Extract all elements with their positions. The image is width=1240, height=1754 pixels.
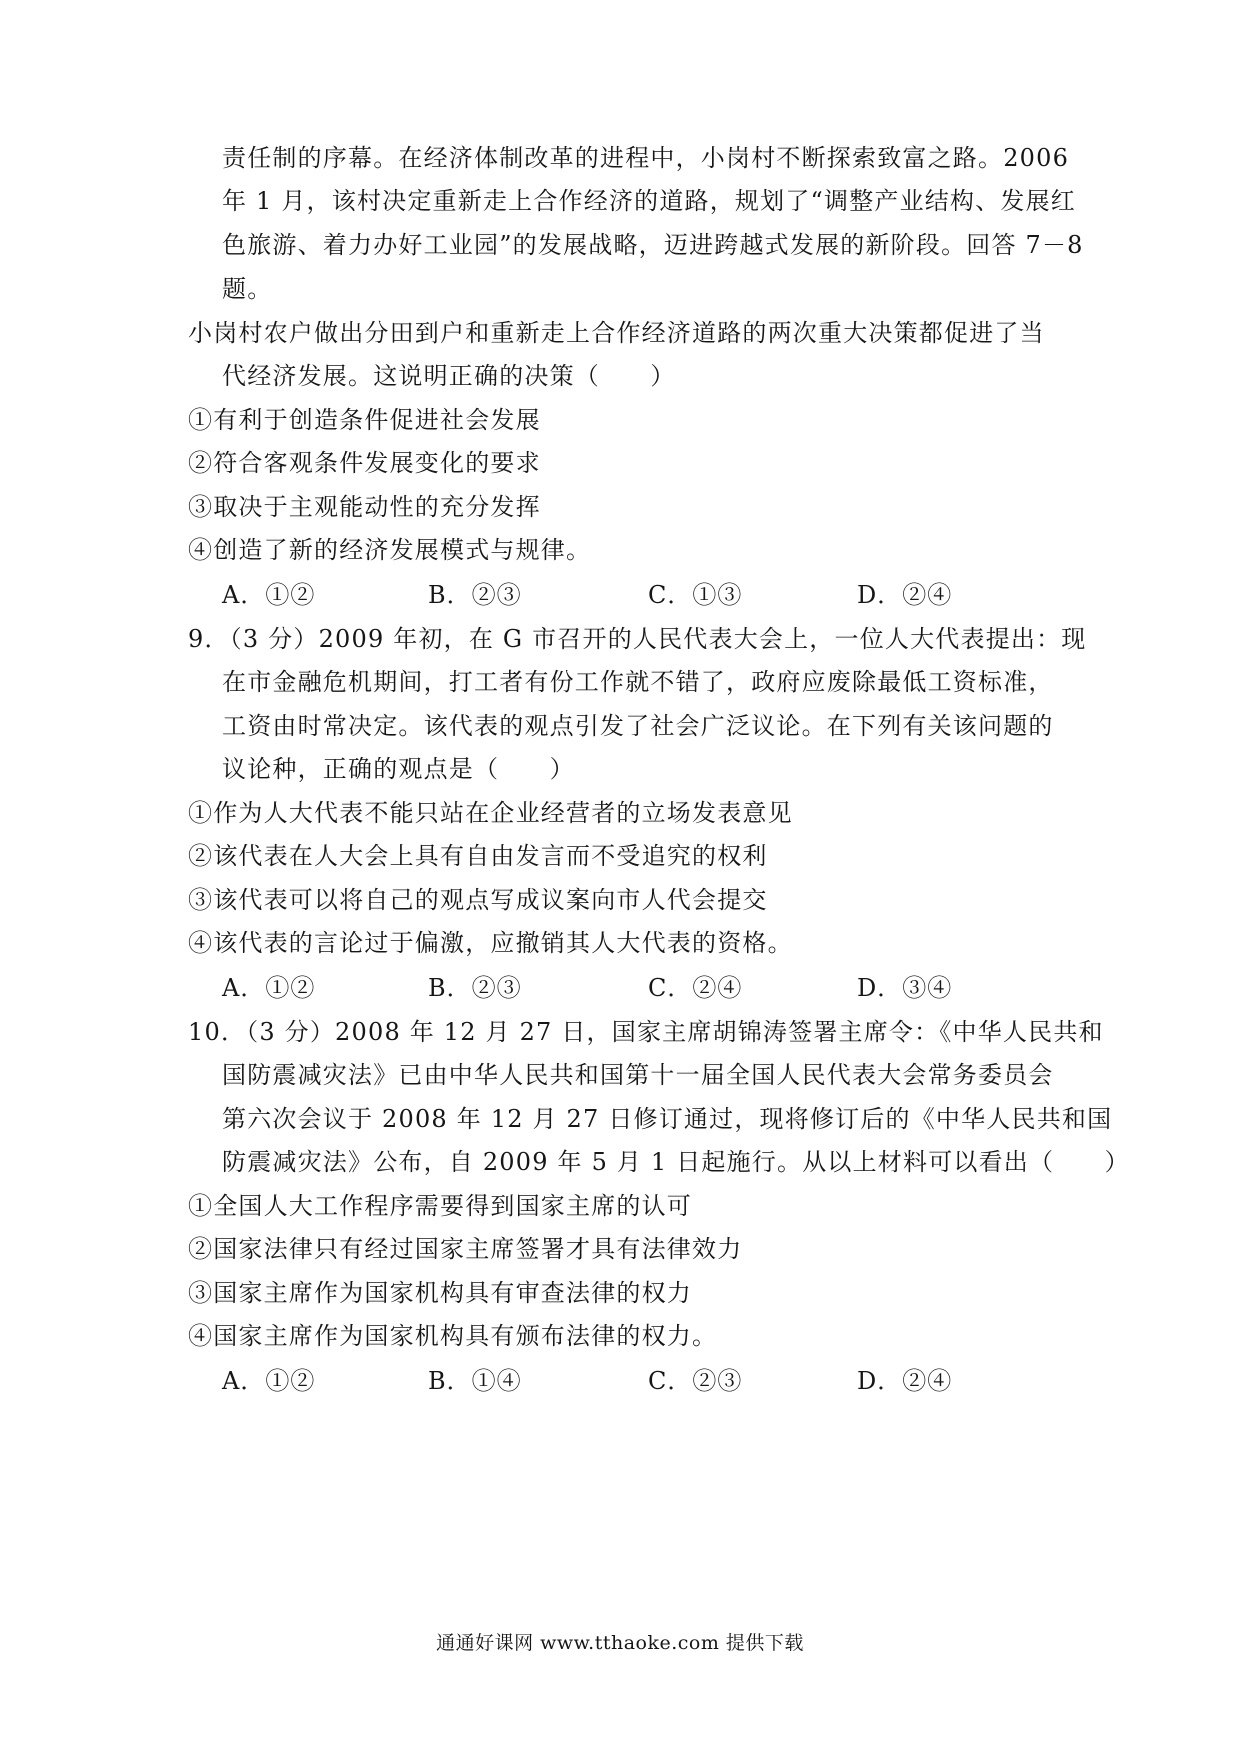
q8-stem-line: 小岗村农户做出分田到户和重新走上合作经济道路的两次重大决策都促进了当	[188, 319, 1045, 347]
q8-stem-line: 代经济发展。这说明正确的决策（ ）	[222, 362, 676, 390]
q10-option-b[interactable]: B．①④	[428, 1367, 522, 1395]
q8-option-a[interactable]: A．①②	[222, 581, 316, 609]
q9-options	[222, 971, 982, 1005]
q10-statement: ③国家主席作为国家机构具有审查法律的权力	[188, 1279, 692, 1307]
q9-stem-line: 议论种，正确的观点是（ ）	[222, 755, 575, 783]
q8-options	[222, 578, 982, 612]
q10-statement: ①全国人大工作程序需要得到国家主席的认可	[188, 1192, 692, 1220]
q8-option-b[interactable]: B．②③	[428, 581, 522, 609]
q10-options	[222, 1364, 982, 1398]
q9-option-d[interactable]: D．③④	[857, 974, 953, 1002]
intro-line: 题。	[222, 275, 273, 303]
q10-stem-line: 10．（3 分）2008 年 12 月 27 日，国家主席胡锦涛签署主席令：《中华人民共和	[188, 1018, 1104, 1046]
page-footer: 通通好课网 www.tthaoke.com 提供下载	[436, 1632, 804, 1654]
q9-option-a[interactable]: A．①②	[222, 974, 316, 1002]
q8-statement: ③取决于主观能动性的充分发挥	[188, 493, 541, 521]
q10-option-c[interactable]: C．②③	[648, 1367, 743, 1395]
q8-statement: ④创造了新的经济发展模式与规律。	[188, 536, 592, 564]
q10-statement: ④国家主席作为国家机构具有颁布法律的权力。	[188, 1322, 718, 1350]
intro-line: 年 1 月，该村决定重新走上合作经济的道路，规划了“调整产业结构、发展红	[222, 187, 1076, 215]
intro-line: 责任制的序幕。在经济体制改革的进程中，小岗村不断探索致富之路。2006	[222, 144, 1070, 172]
q9-statement: ③该代表可以将自己的观点写成议案向市人代会提交	[188, 886, 768, 914]
q9-statement: ④该代表的言论过于偏激，应撤销其人大代表的资格。	[188, 929, 793, 957]
q9-option-c[interactable]: C．②④	[648, 974, 743, 1002]
q9-statement: ①作为人大代表不能只站在企业经营者的立场发表意见	[188, 799, 793, 827]
intro-line: 色旅游、着力办好工业园”的发展战略，迈进跨越式发展的新阶段。回答 7－8	[222, 231, 1084, 259]
q9-option-b[interactable]: B．②③	[428, 974, 522, 1002]
q9-stem-line: 9．（3 分）2009 年初，在 G 市召开的人民代表大会上，一位人大代表提出：现	[188, 625, 1087, 653]
q10-option-d[interactable]: D．②④	[857, 1367, 953, 1395]
q8-statement: ②符合客观条件发展变化的要求	[188, 449, 541, 477]
q8-option-c[interactable]: C．①③	[648, 581, 743, 609]
q10-statement: ②国家法律只有经过国家主席签署才具有法律效力	[188, 1235, 743, 1263]
q10-stem-line: 防震减灾法》公布，自 2009 年 5 月 1 日起施行。从以上材料可以看出（ ）	[222, 1148, 1130, 1176]
q9-statement: ②该代表在人大会上具有自由发言而不受追究的权利	[188, 842, 768, 870]
q9-stem-line: 在市金融危机期间，打工者有份工作就不错了，政府应废除最低工资标准，	[222, 668, 1054, 696]
q10-stem-line: 国防震减灾法》已由中华人民共和国第十一届全国人民代表大会常务委员会	[222, 1061, 1054, 1089]
q10-stem-line: 第六次会议于 2008 年 12 月 27 日修订通过，现将修订后的《中华人民共和国	[222, 1105, 1113, 1133]
q8-option-d[interactable]: D．②④	[857, 581, 953, 609]
q9-stem-line: 工资由时常决定。该代表的观点引发了社会广泛议论。在下列有关该问题的	[222, 712, 1054, 740]
q10-option-a[interactable]: A．①②	[222, 1367, 316, 1395]
q8-statement: ①有利于创造条件促进社会发展	[188, 406, 541, 434]
